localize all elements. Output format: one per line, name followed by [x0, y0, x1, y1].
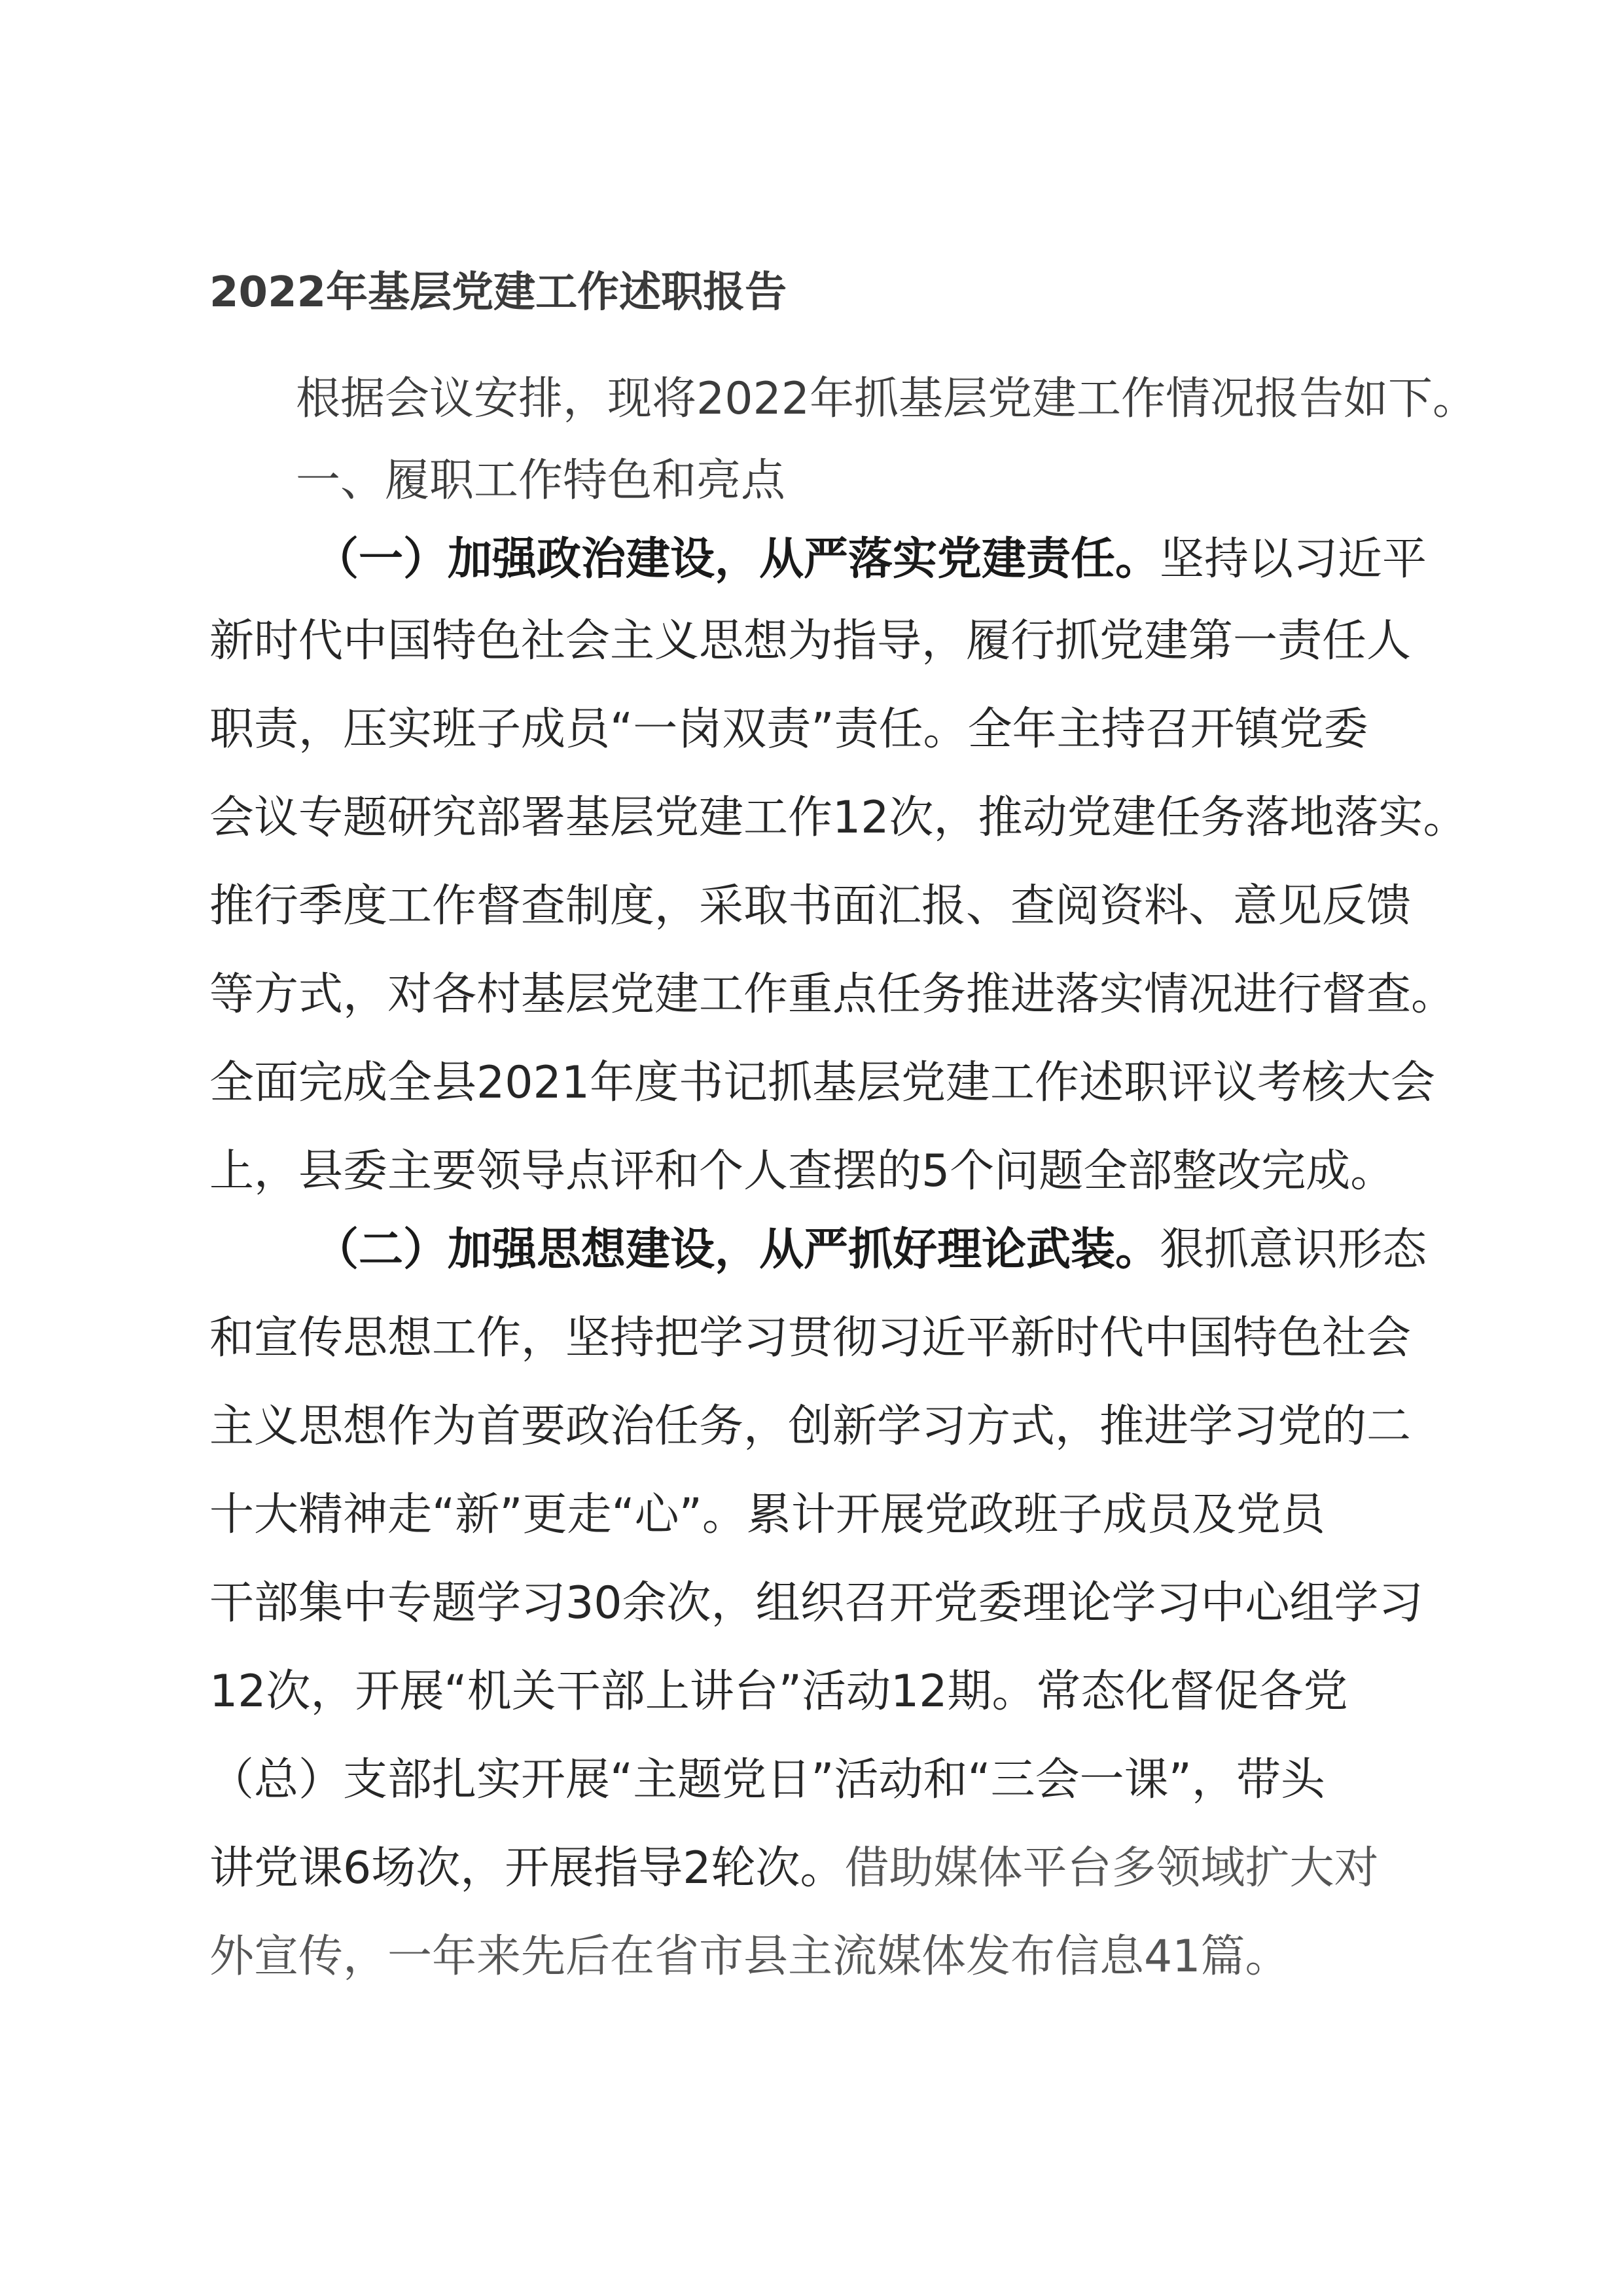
paragraph-1-line: 会议专题研究部署基层党建工作12次，推动党建任务落地落实。 [209, 792, 1468, 844]
paragraph-1-text: 坚持以习近平 [1160, 533, 1427, 585]
paragraph-1-first-line [314, 524, 1427, 587]
paragraph-2-line: 12次，开展“机关干部上讲台”活动12期。常态化督促各党 [209, 1666, 1348, 1717]
paragraph-1-line: 等方式，对各村基层党建工作重点任务推进落实情况进行督查。 [209, 969, 1456, 1020]
paragraph-1-line: 全面完成全县2021年度书记抓基层党建工作述职评议考核大会 [209, 1057, 1436, 1109]
paragraph-2-line: 和宣传思想工作，坚持把学习贯彻习近平新时代中国特色社会 [209, 1312, 1412, 1364]
paragraph-1-heading: （一）加强政治建设，从严落实党建责任。 [314, 533, 1160, 585]
paragraph-2-line: 干部集中专题学习30余次，组织召开党委理论学习中心组学习 [209, 1577, 1423, 1629]
section-heading: 一、履职工作特色和亮点 [296, 455, 786, 507]
paragraph-1-line: 上，县委主要领导点评和个人查摆的5个问题全部整改完成。 [209, 1145, 1395, 1197]
paragraph-2-line: 十大精神走“新”更走“心”。累计开展党政班子成员及党员 [209, 1489, 1325, 1541]
paragraph-2-text-muted: 借助媒体平台多领域扩大对 [844, 1842, 1379, 1894]
paragraph-2-text: 讲党课6场次，开展指导2轮次。 [209, 1842, 845, 1894]
paragraph-2-first-line [314, 1214, 1427, 1278]
paragraph-2-text: 狠抓意识形态 [1160, 1224, 1427, 1276]
paragraph-1-line: 推行季度工作督查制度，采取书面汇报、查阅资料、意见反馈 [209, 880, 1412, 932]
document-title: 2022年基层党建工作述职报告 [209, 268, 787, 317]
paragraph-1-line: 新时代中国特色社会主义思想为指导，履行抓党建第一责任人 [209, 615, 1412, 667]
intro-paragraph: 根据会议安排，现将2022年抓基层党建工作情况报告如下。 [296, 373, 1478, 425]
paragraph-2-line: 主义思想作为首要政治任务，创新学习方式，推进学习党的二 [209, 1401, 1412, 1452]
paragraph-2-heading: （二）加强思想建设，从严抓好理论武装。 [314, 1224, 1160, 1276]
paragraph-2-line: 外宣传，一年来先后在省市县主流媒体发布信息41篇。 [209, 1931, 1290, 1982]
paragraph-1-line: 职责，压实班子成员“一岗双责”责任。全年主持召开镇党委 [209, 704, 1368, 755]
paragraph-2-line: （总）支部扎实开展“主题党日”活动和“三会一课”，带头 [209, 1754, 1325, 1806]
paragraph-2-line [209, 1833, 1379, 1896]
